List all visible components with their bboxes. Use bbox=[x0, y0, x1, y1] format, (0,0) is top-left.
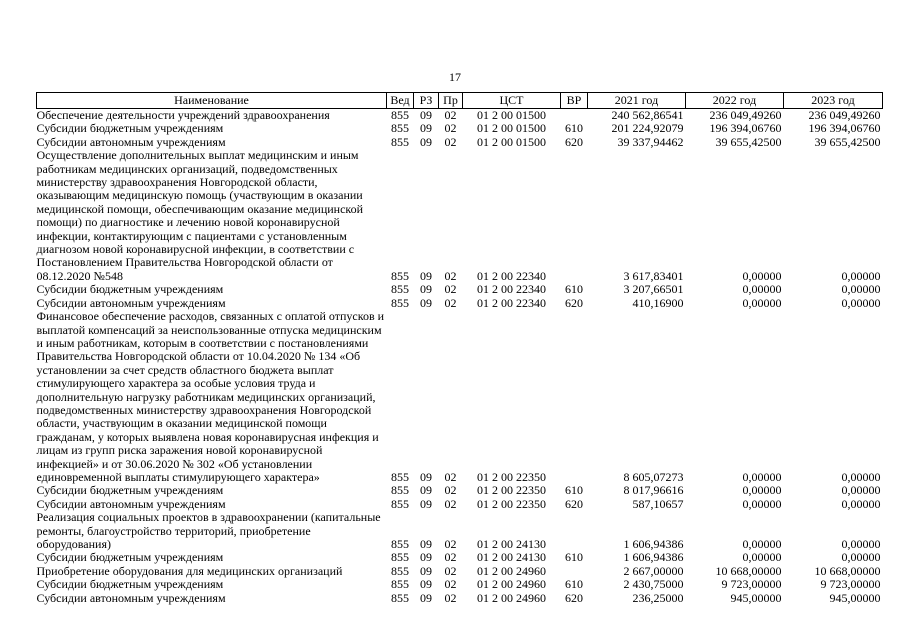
cell-2022: 0,00000 bbox=[742, 295, 782, 310]
header-2021: 2021 год bbox=[588, 93, 686, 109]
table-row bbox=[37, 297, 883, 310]
cell-cst: 01 2 00 22350 bbox=[477, 496, 546, 511]
cell-2022: 0,00000 bbox=[742, 537, 782, 551]
cell-pr: 02 bbox=[444, 496, 457, 511]
cell-pr: 02 bbox=[444, 268, 457, 283]
cell-pr: 02 bbox=[444, 295, 457, 310]
cell-2023: 945,00000 bbox=[829, 590, 881, 605]
cell-cst: 01 2 00 22340 bbox=[477, 268, 546, 283]
cell-name: Приобретение оборудования для медицинских организаций bbox=[36, 563, 343, 578]
header-rz: РЗ bbox=[414, 93, 439, 109]
cell-name: Субсидии автономным учреждениям bbox=[36, 134, 226, 149]
cell-ved: 855 bbox=[391, 134, 409, 149]
cell-name: Субсидии бюджетным учреждениям bbox=[36, 577, 224, 592]
header-2022: 2022 год bbox=[686, 93, 784, 109]
cell-2022: 945,00000 bbox=[730, 590, 782, 605]
cell-2022: 10 668,00000 bbox=[715, 563, 782, 578]
table-row bbox=[37, 484, 883, 497]
cell-2022: 196 394,06760 bbox=[709, 121, 782, 136]
cell-2021: 201 224,92079 bbox=[611, 121, 684, 136]
cell-ved: 855 bbox=[391, 121, 409, 136]
cell-cst: 01 2 00 22350 bbox=[477, 483, 546, 498]
table-row bbox=[37, 136, 883, 149]
cell-ved: 855 bbox=[391, 577, 409, 592]
cell-2023: 0,00000 bbox=[841, 282, 881, 297]
cell-2023: 39 655,42500 bbox=[814, 134, 881, 149]
table-row bbox=[37, 498, 883, 511]
cell-pr: 02 bbox=[444, 282, 457, 297]
cell-2023: 0,00000 bbox=[841, 483, 881, 498]
cell-name: Осуществление дополнительных выплат медицинским и иным работникам медицинских организаций, подведомственных министерству здравоохранения Новгородской области, оказывающим медицинскую помощь (участвующим в оказании медицинской помощи, обеспечивающим оказание медицинской помощи) по диагностике и лечению новой коронавирусной инфекции, контактирующим с пациентами с установленным диагнозом новой коронавирусной инфекции, в соответствии с Постановлением Правительства Новгородской области от 08.12.2020 №548 bbox=[36, 148, 364, 283]
cell-ved: 855 bbox=[391, 108, 409, 122]
table-row bbox=[37, 511, 883, 551]
cell-2021: 1 606,94386 bbox=[623, 537, 684, 551]
cell-rz: 09 bbox=[420, 268, 432, 283]
cell-name: Субсидии бюджетным учреждениям bbox=[36, 550, 224, 565]
cell-rz: 09 bbox=[420, 550, 432, 565]
cell-cst: 01 2 00 22350 bbox=[477, 469, 546, 484]
cell-2023: 0,00000 bbox=[841, 537, 881, 551]
cell-rz: 09 bbox=[420, 483, 432, 498]
cell-2023: 0,00000 bbox=[841, 550, 881, 565]
cell-2021: 2 430,75000 bbox=[623, 577, 684, 592]
cell-name: Финансовое обеспечение расходов, связанных с оплатой отпусков и выплатой компенсаций за неиспользованные отпуска медицинским и иным работникам, которым в соответствии с постановлениями Правительства Новгородской области от 10.04.2020 № 134 «Об установлении за счет средств областного бюджета выплат стимулирующего характера за особые условия труда и дополнительную нагрузку работникам медицинских организаций, подведомственных министерству здравоохранения Новгородской области, участвующим в оказании медицинской помощи гражданам, у которых выявлена новая коронавирусная инфекция и лицам из групп риска заражения новой коронавирусной инфекцией» и от 30.06.2020 № 302 «Об установлении единовременной выплаты стимулирующего характера» bbox=[36, 309, 385, 484]
budget-table bbox=[36, 92, 883, 605]
cell-vr: 610 bbox=[565, 577, 583, 592]
cell-ved: 855 bbox=[391, 483, 409, 498]
cell-pr: 02 bbox=[444, 121, 457, 136]
page-number: 17 bbox=[449, 70, 461, 84]
cell-cst: 01 2 00 24960 bbox=[477, 590, 546, 605]
header-2023: 2023 год bbox=[784, 93, 883, 109]
cell-rz: 09 bbox=[420, 108, 432, 122]
cell-ved: 855 bbox=[391, 496, 409, 511]
cell-vr bbox=[561, 511, 588, 551]
cell-cst: 01 2 00 24130 bbox=[477, 537, 546, 551]
cell-2023: 0,00000 bbox=[841, 295, 881, 310]
cell-2021: 410,16900 bbox=[632, 295, 684, 310]
cell-2021: 8 017,96616 bbox=[623, 483, 684, 498]
cell-cst: 01 2 00 01500 bbox=[477, 108, 546, 122]
cell-2021: 3 617,83401 bbox=[623, 268, 684, 283]
cell-vr: 610 bbox=[565, 121, 583, 136]
cell-2021: 8 605,07273 bbox=[623, 469, 684, 484]
cell-vr: 610 bbox=[565, 282, 583, 297]
cell-pr: 02 bbox=[444, 483, 457, 498]
cell-2022: 0,00000 bbox=[742, 268, 782, 283]
table-row bbox=[37, 109, 883, 123]
cell-2022: 0,00000 bbox=[742, 469, 782, 484]
cell-2023: 196 394,06760 bbox=[808, 121, 881, 136]
cell-2023: 10 668,00000 bbox=[814, 563, 881, 578]
cell-vr: 620 bbox=[565, 134, 583, 149]
cell-cst: 01 2 00 22340 bbox=[477, 295, 546, 310]
cell-vr: 620 bbox=[565, 496, 583, 511]
cell-vr bbox=[561, 310, 588, 484]
cell-rz: 09 bbox=[420, 496, 432, 511]
header-vr: ВР bbox=[561, 93, 588, 109]
cell-rz: 09 bbox=[420, 590, 432, 605]
cell-2021: 3 207,66501 bbox=[623, 282, 684, 297]
cell-vr: 620 bbox=[565, 295, 583, 310]
cell-ved: 855 bbox=[391, 295, 409, 310]
cell-cst: 01 2 00 24960 bbox=[477, 577, 546, 592]
cell-2022: 0,00000 bbox=[742, 496, 782, 511]
cell-pr: 02 bbox=[444, 550, 457, 565]
header-pr: Пр bbox=[439, 93, 463, 109]
cell-rz: 09 bbox=[420, 295, 432, 310]
table-header-row bbox=[37, 93, 883, 109]
table-body bbox=[37, 109, 883, 606]
cell-ved: 855 bbox=[391, 282, 409, 297]
cell-vr: 610 bbox=[565, 483, 583, 498]
cell-ved: 855 bbox=[391, 563, 409, 578]
header-cst: ЦСТ bbox=[463, 93, 561, 109]
cell-ved: 855 bbox=[391, 550, 409, 565]
cell-name: Субсидии автономным учреждениям bbox=[36, 590, 226, 605]
cell-name: Субсидии бюджетным учреждениям bbox=[36, 483, 224, 498]
table-row bbox=[37, 310, 883, 484]
cell-2022: 0,00000 bbox=[742, 550, 782, 565]
cell-ved: 855 bbox=[391, 268, 409, 283]
cell-rz: 09 bbox=[420, 121, 432, 136]
cell-ved: 855 bbox=[391, 590, 409, 605]
cell-vr: 620 bbox=[565, 590, 583, 605]
table-row bbox=[37, 283, 883, 296]
cell-rz: 09 bbox=[420, 563, 432, 578]
cell-vr bbox=[561, 109, 588, 123]
table-row bbox=[37, 122, 883, 135]
table-row bbox=[37, 592, 883, 605]
cell-2022: 39 655,42500 bbox=[715, 134, 782, 149]
cell-rz: 09 bbox=[420, 577, 432, 592]
cell-name: Обеспечение деятельности учреждений здравоохранения bbox=[36, 108, 330, 122]
table-row bbox=[37, 565, 883, 578]
cell-vr: 610 bbox=[565, 550, 583, 565]
cell-name: Субсидии бюджетным учреждениям bbox=[36, 121, 224, 136]
cell-2021: 587,10657 bbox=[632, 496, 684, 511]
table-row bbox=[37, 149, 883, 283]
cell-2021: 236,25000 bbox=[632, 590, 684, 605]
cell-rz: 09 bbox=[420, 134, 432, 149]
cell-pr: 02 bbox=[444, 590, 457, 605]
cell-rz: 09 bbox=[420, 282, 432, 297]
cell-rz: 09 bbox=[420, 469, 432, 484]
cell-2022: 9 723,00000 bbox=[721, 577, 782, 592]
table-row bbox=[37, 578, 883, 591]
cell-2021: 1 606,94386 bbox=[623, 550, 684, 565]
cell-pr: 02 bbox=[444, 108, 457, 122]
cell-2021: 39 337,94462 bbox=[617, 134, 684, 149]
cell-2022: 236 049,49260 bbox=[709, 108, 782, 122]
cell-pr: 02 bbox=[444, 537, 457, 551]
cell-pr: 02 bbox=[444, 134, 457, 149]
cell-vr bbox=[561, 149, 588, 283]
header-ved: Вед bbox=[387, 93, 414, 109]
cell-2023: 236 049,49260 bbox=[808, 108, 881, 122]
cell-name: Субсидии автономным учреждениям bbox=[36, 496, 226, 511]
cell-pr: 02 bbox=[444, 577, 457, 592]
cell-cst: 01 2 00 24130 bbox=[477, 550, 546, 565]
cell-vr bbox=[561, 565, 588, 578]
cell-2023: 9 723,00000 bbox=[820, 577, 881, 592]
table-row bbox=[37, 551, 883, 564]
cell-2021: 2 667,00000 bbox=[623, 563, 684, 578]
cell-pr: 02 bbox=[444, 469, 457, 484]
cell-pr: 02 bbox=[444, 563, 457, 578]
cell-2022: 0,00000 bbox=[742, 483, 782, 498]
cell-name: Субсидии автономным учреждениям bbox=[36, 295, 226, 310]
cell-2021: 240 562,86541 bbox=[611, 108, 684, 122]
cell-cst: 01 2 00 24960 bbox=[477, 563, 546, 578]
cell-name: Субсидии бюджетным учреждениям bbox=[36, 282, 224, 297]
cell-cst: 01 2 00 01500 bbox=[477, 121, 546, 136]
header-name: Наименование bbox=[37, 93, 387, 109]
cell-name: Реализация социальных проектов в здравоохранении (капитальные ремонты, благоустройство территорий, приобретение оборудования) bbox=[36, 510, 381, 551]
cell-2023: 0,00000 bbox=[841, 268, 881, 283]
cell-2022: 0,00000 bbox=[742, 282, 782, 297]
cell-ved: 855 bbox=[391, 469, 409, 484]
cell-rz: 09 bbox=[420, 537, 432, 551]
cell-cst: 01 2 00 22340 bbox=[477, 282, 546, 297]
cell-ved: 855 bbox=[391, 537, 409, 551]
cell-cst: 01 2 00 01500 bbox=[477, 134, 546, 149]
cell-2023: 0,00000 bbox=[841, 469, 881, 484]
cell-2023: 0,00000 bbox=[841, 496, 881, 511]
